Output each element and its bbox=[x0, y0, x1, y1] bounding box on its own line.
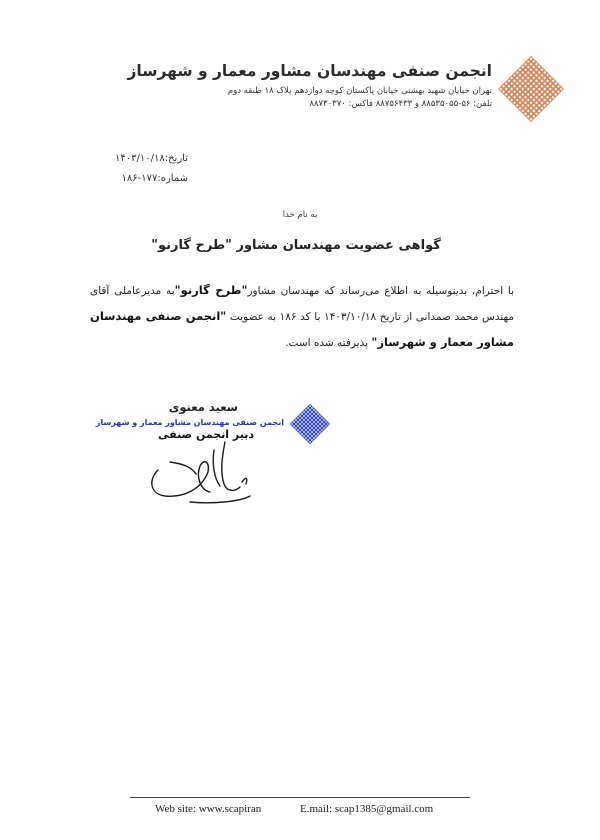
signatory-title: دبیر انجمن صنفی bbox=[157, 428, 254, 441]
company-name: "طرح گارنو" bbox=[174, 283, 248, 297]
footer-divider bbox=[130, 797, 470, 798]
lattice-diamond-logo-icon bbox=[498, 56, 564, 122]
org-phone: تلفن: ۵۶-۸۸۵۳۵۰۵۵ و ۸۸۷۵۶۴۳۳ فاکس: ۸۸۷۳۰۳۷۰ bbox=[309, 99, 492, 109]
body-text-part-3: پذیرفته شده است. bbox=[285, 337, 369, 349]
document-body bbox=[90, 278, 514, 356]
body-text-part-1: با احترام، بدینوسیله به اطلاع می‌رساند که مهندسان مشاور bbox=[247, 285, 515, 297]
seal-org-text: انجمن صنفی مهندسان مشاور معمار و شهرساز bbox=[95, 418, 284, 427]
handwritten-signature bbox=[130, 432, 300, 512]
document-date: تاریخ:۱۴۰۳/۱۰/۱۸ bbox=[115, 153, 188, 164]
association-name: "انجمن صنفی مهندسان مشاور معمار و شهرساز" bbox=[90, 309, 514, 349]
footer-website: Web site: www.scapiran bbox=[155, 803, 262, 815]
document-number: شماره:۱۷۷-۱۸۶ bbox=[121, 173, 188, 184]
org-address: تهران خیابان شهید بهشتی خیابان پاکستان کوچه دوازدهم پلاک ۱۸ طبقه دوم bbox=[227, 86, 492, 96]
body-text-part-2: به مدیرعاملی آقای مهندس محمد صمدانی از تاریخ ۱۴۰۳/۱۰/۱۸ با کد ۱۸۶ به عضویت bbox=[90, 285, 514, 323]
footer-email: E.mail: scap1385@gmail.com bbox=[300, 803, 434, 815]
signatory-name: سعید معنوی bbox=[168, 400, 238, 414]
document-title: گواهی عضویت مهندسان مشاور "طرح گارنو" bbox=[151, 238, 441, 253]
bismillah: به نام خدا bbox=[282, 210, 318, 220]
org-name: انجمن صنفی مهندسان مشاور معمار و شهرساز bbox=[127, 62, 492, 80]
